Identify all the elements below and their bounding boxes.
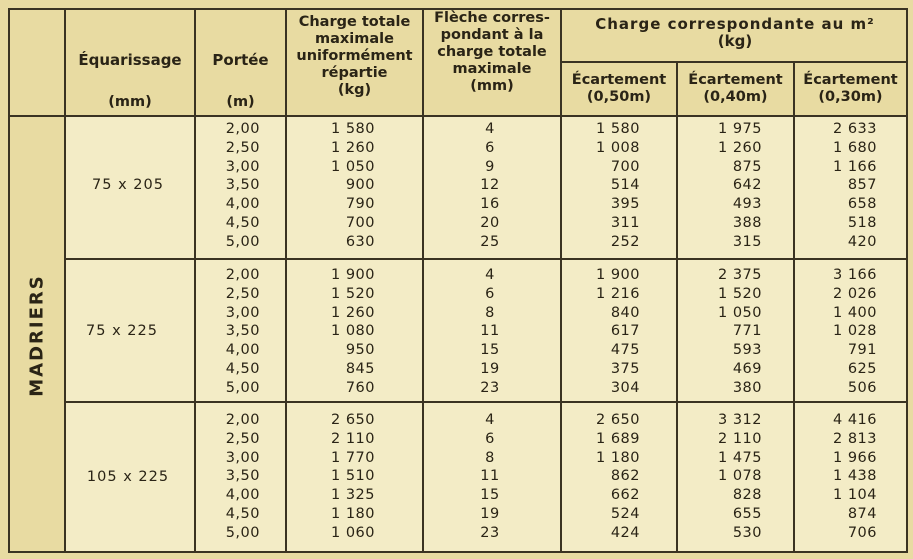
group2-e40 <box>678 266 762 398</box>
cell: 6 <box>485 139 495 156</box>
header-equarissage: Équarissage <box>78 51 182 69</box>
cell: 840 <box>610 304 640 321</box>
group3-e40 <box>678 411 762 543</box>
cell: 2 650 <box>595 412 640 428</box>
cell: 1 166 <box>832 158 877 175</box>
cell: 1 050 <box>717 304 762 321</box>
header-line: Écartement <box>803 72 898 88</box>
cell: 2,50 <box>225 430 260 447</box>
cell: 3,50 <box>225 323 260 340</box>
header-charge-m2 <box>562 16 908 50</box>
cell: 875 <box>732 158 762 175</box>
group1-portee <box>196 120 260 252</box>
header-line: (0,40m) <box>703 89 768 105</box>
cell: 506 <box>847 379 877 396</box>
header-charge-totale <box>287 14 422 99</box>
cell: 424 <box>610 524 640 541</box>
group2-portee <box>196 266 260 398</box>
cell: 420 <box>847 233 877 250</box>
cell: 1 260 <box>330 139 375 156</box>
cell: 630 <box>345 233 375 250</box>
cell: 8 <box>485 449 495 466</box>
cell: 862 <box>610 468 640 485</box>
cell: 1 520 <box>330 285 375 302</box>
cell: 1 180 <box>595 449 640 466</box>
cell: 2,50 <box>225 139 260 156</box>
cell: 2 375 <box>717 267 762 283</box>
header-ecart-50 <box>562 72 676 106</box>
header-ecart-40 <box>678 72 793 106</box>
cell: 2 813 <box>832 430 877 447</box>
cell: 2 110 <box>717 430 762 447</box>
cell: 2 026 <box>832 285 877 302</box>
cell: 1 325 <box>330 487 375 504</box>
cell: 1 050 <box>330 158 375 175</box>
cell: 304 <box>610 379 640 396</box>
cell: 3,00 <box>225 158 260 175</box>
cell: 4,50 <box>225 505 260 522</box>
cell: 857 <box>847 177 877 194</box>
cell: 11 <box>480 468 500 485</box>
cell: 3 312 <box>717 412 762 428</box>
group2-e50 <box>562 266 640 398</box>
cell: 518 <box>847 214 877 231</box>
group1-e30 <box>795 120 877 252</box>
cell: 1 680 <box>832 139 877 156</box>
cell: 1 580 <box>595 121 640 137</box>
cell: 9 <box>485 158 495 175</box>
cell: 4,50 <box>225 214 260 231</box>
cell: 3,50 <box>225 177 260 194</box>
cell: 380 <box>732 379 762 396</box>
group1-e40 <box>678 120 762 252</box>
cell: 700 <box>345 214 375 231</box>
cell: 15 <box>480 342 500 359</box>
cell: 4,50 <box>225 360 260 377</box>
cell: 3,50 <box>225 468 260 485</box>
cell: 475 <box>610 342 640 359</box>
cell: 874 <box>847 505 877 522</box>
cell: 4,00 <box>225 342 260 359</box>
group1-fleche <box>455 120 525 252</box>
header-line: Charge totale <box>298 14 411 30</box>
cell: 790 <box>345 196 375 213</box>
cell: 25 <box>480 233 500 250</box>
group3-fleche <box>455 411 525 543</box>
cell: 514 <box>610 177 640 194</box>
group2-charge <box>287 266 375 398</box>
cell: 593 <box>732 342 762 359</box>
cell: 2,00 <box>225 121 260 137</box>
cell: 2 650 <box>330 412 375 428</box>
rule-h-g1 <box>64 258 908 260</box>
header-line: charge totale <box>437 44 547 60</box>
group1-charge <box>287 120 375 252</box>
header-line: répartie <box>321 65 388 81</box>
cell: 5,00 <box>225 524 260 541</box>
header-line: uniformément <box>296 48 413 64</box>
cell: 16 <box>480 196 500 213</box>
header-ecart-30 <box>795 72 906 106</box>
group1-dims: 75 x 205 <box>92 177 164 193</box>
cell: 2,00 <box>225 412 260 428</box>
cell: 1 060 <box>330 524 375 541</box>
cell: 395 <box>610 196 640 213</box>
header-equarissage-unit: (mm) <box>108 94 152 110</box>
cell: 828 <box>732 487 762 504</box>
cell: 3,00 <box>225 304 260 321</box>
cell: 311 <box>610 214 640 231</box>
cell: 1 180 <box>330 505 375 522</box>
group3-e50 <box>562 411 640 543</box>
cell: 11 <box>480 323 500 340</box>
rule-h-g2 <box>64 401 908 403</box>
cell: 1 580 <box>330 121 375 137</box>
cell: 1 104 <box>832 487 877 504</box>
group3-portee <box>196 411 260 543</box>
header-line: maximale <box>315 31 394 47</box>
cell: 19 <box>480 360 500 377</box>
cell: 760 <box>345 379 375 396</box>
cell: 1 966 <box>832 449 877 466</box>
header-portee-unit: (m) <box>226 94 255 110</box>
cell: 4,00 <box>225 196 260 213</box>
cell: 706 <box>847 524 877 541</box>
header-line: (0,50m) <box>586 89 652 105</box>
header-line: Écartement <box>688 72 783 88</box>
cell: 12 <box>480 177 500 194</box>
cell: 2,00 <box>225 267 260 283</box>
cell: 1 438 <box>832 468 877 485</box>
cell: 662 <box>610 487 640 504</box>
cell: 15 <box>480 487 500 504</box>
group3-e30 <box>795 411 877 543</box>
header-line: (mm) <box>470 78 514 94</box>
cell: 4 <box>485 267 495 283</box>
cell: 8 <box>485 304 495 321</box>
header-line: Écartement <box>571 72 667 88</box>
group2-fleche <box>455 266 525 398</box>
cell: 530 <box>732 524 762 541</box>
header-line: (0,30m) <box>818 89 883 105</box>
cell: 252 <box>610 233 640 250</box>
cell: 771 <box>732 323 762 340</box>
cell: 658 <box>847 196 877 213</box>
header-line: Flèche corres- <box>434 10 550 26</box>
cell: 6 <box>485 285 495 302</box>
rule-h-sub <box>560 61 908 63</box>
cell: 1 975 <box>717 121 762 137</box>
header-line: pondant à la <box>440 27 544 43</box>
cell: 315 <box>732 233 762 250</box>
header-line: (kg) <box>717 32 753 50</box>
cell: 1 008 <box>595 139 640 156</box>
cell: 1 510 <box>330 468 375 485</box>
cell: 900 <box>345 177 375 194</box>
side-label <box>22 250 52 420</box>
cell: 700 <box>610 158 640 175</box>
header-fleche <box>424 10 560 95</box>
cell: 493 <box>732 196 762 213</box>
cell: 1 080 <box>330 323 375 340</box>
cell: 5,00 <box>225 233 260 250</box>
cell: 4 <box>485 412 495 428</box>
cell: 1 900 <box>330 267 375 283</box>
cell: 4 416 <box>832 412 877 428</box>
cell: 388 <box>732 214 762 231</box>
cell: 375 <box>610 360 640 377</box>
rule-v1 <box>64 8 66 553</box>
cell: 2 110 <box>330 430 375 447</box>
group3-dims: 105 x 225 <box>86 469 170 485</box>
cell: 5,00 <box>225 379 260 396</box>
cell: 642 <box>732 177 762 194</box>
cell: 950 <box>345 342 375 359</box>
cell: 1 689 <box>595 430 640 447</box>
cell: 2 633 <box>832 121 877 137</box>
group2-e30 <box>795 266 877 398</box>
cell: 6 <box>485 430 495 447</box>
cell: 1 475 <box>717 449 762 466</box>
cell: 1 520 <box>717 285 762 302</box>
cell: 4 <box>485 121 495 137</box>
cell: 469 <box>732 360 762 377</box>
cell: 1 900 <box>595 267 640 283</box>
header-line: Charge correspondante au m² <box>595 15 875 33</box>
cell: 1 400 <box>832 304 877 321</box>
rule-h-header <box>8 115 908 117</box>
cell: 23 <box>480 524 500 541</box>
cell: 845 <box>345 360 375 377</box>
group1-e50 <box>562 120 640 252</box>
cell: 20 <box>480 214 500 231</box>
cell: 4,00 <box>225 487 260 504</box>
side-label-text: MADRIERS <box>26 273 48 397</box>
cell: 23 <box>480 379 500 396</box>
cell: 655 <box>732 505 762 522</box>
header-line: maximale <box>452 61 532 77</box>
group3-charge <box>287 411 375 543</box>
cell: 625 <box>847 360 877 377</box>
header-portee: Portée <box>212 51 269 69</box>
cell: 1 260 <box>717 139 762 156</box>
cell: 1 028 <box>832 323 877 340</box>
cell: 1 216 <box>595 285 640 302</box>
cell: 617 <box>610 323 640 340</box>
cell: 3,00 <box>225 449 260 466</box>
header-line: (kg) <box>337 82 372 98</box>
group2-dims: 75 x 225 <box>86 323 158 339</box>
cell: 3 166 <box>832 267 877 283</box>
cell: 791 <box>847 342 877 359</box>
cell: 19 <box>480 505 500 522</box>
cell: 1 770 <box>330 449 375 466</box>
cell: 524 <box>610 505 640 522</box>
cell: 1 078 <box>717 468 762 485</box>
cell: 2,50 <box>225 285 260 302</box>
cell: 1 260 <box>330 304 375 321</box>
